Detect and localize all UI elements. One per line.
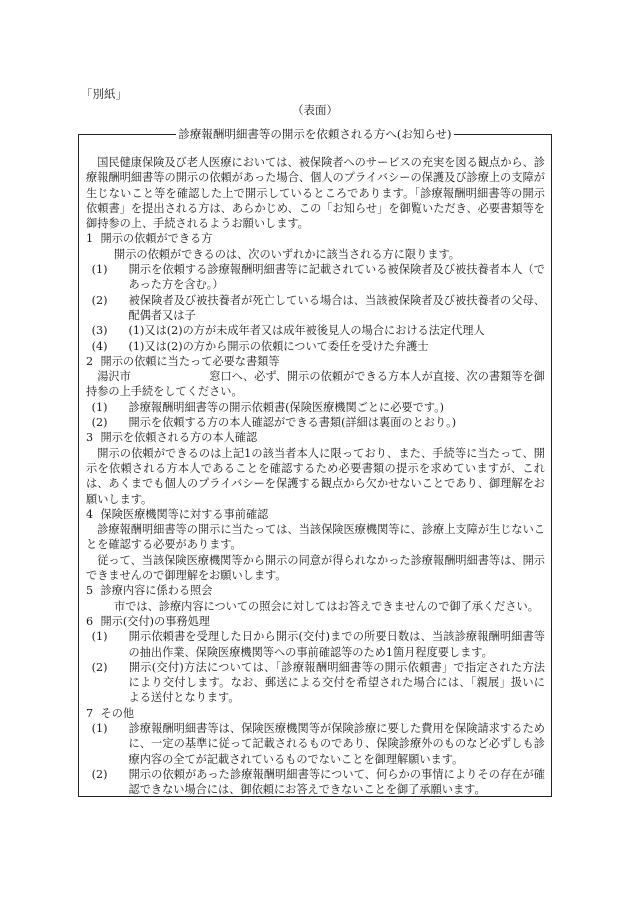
- list-item: (2) 開示を依頼する方の本人確認ができる書類(詳細は裏面のとおり。): [91, 416, 457, 430]
- list-item: (1) 開示依頼書を受理した日から開示(交付)までの所要日数は、当該診療報酬明細書等の抽出作業、保険医療機関等への事前確認等のため1箇月程度要します。: [91, 630, 545, 659]
- notice-title: 診療報酬明細書等の開示を依頼される方へ(お知らせ): [178, 127, 452, 141]
- section-text: 市では、診療内容についての照会に対してはお答えできませんので御了承ください。: [114, 599, 539, 613]
- section-heading: 5 診療内容に係わる照会: [86, 584, 213, 598]
- list-item: (2) 開示(交付)方法については、「診療報酬明細書等の開示依頼書」で指定された方法により交付します。なお、郵送による交付を希望された場合には、「親展」扱いによる送付となります。: [91, 660, 545, 705]
- section-lead: 開示の依頼ができるのは、次のいずれかに該当される方に限ります。: [114, 247, 460, 261]
- annex-label: 「別紙」: [81, 87, 127, 101]
- section-heading: 3 開示を依頼される方の本人確認: [86, 431, 258, 445]
- intro-paragraph: 国民健康保険及び老人医療においては、被保険者へのサービスの充実を図る観点から、診療報酬明細書等の開示の依頼があった場合、個人のプライバシーの保護及び診療上の支障が生じないこと等を確認した上で開示しているところであります。「診療報酬明細書等の開示依頼書」を提出される方は、あらかじめ、この「お知らせ」を御覧いただき、必要書類等を御持参の上、手続されるようお願いします。: [86, 156, 545, 231]
- list-item: (2) 開示の依頼があった診療報酬明細書等について、何らかの事情によりその存在が確認できない場合には、御依頼にお答えできないことを御了承願います。: [91, 767, 545, 797]
- section-heading: 6 開示(交付)の事務処理: [86, 614, 210, 628]
- section-heading: 2 開示の依頼に当たって必要な書類等: [86, 354, 280, 368]
- side-label: （表面）: [292, 103, 338, 117]
- section-text: 開示の依頼ができるのは上記1の該当者本人に限っており、また、手続等に当たって、開示を依頼される方本人であることを確認するため必要書類の提示を求めていますが、これは、あくまでも個人のプライバシーを保護する観点から欠かせないことであり、御理解をお願いします。: [86, 446, 545, 506]
- section-heading: 4 保険医療機関等に対する事前確認: [86, 507, 269, 521]
- list-item: (1) 診療報酬明細書等は、保険医療機関等が保険診療に要した費用を保険請求するために、一定の基準に従って記載されるものであり、保険診療外のものなど必ずしも診療内容の全てが記載されているものでないことを御理解願います。: [91, 721, 545, 766]
- notice-content: [86, 155, 545, 797]
- section-lead: 湯沢市 窓口へ、必ず、開示の依頼ができる方本人が直接、次の書類等を御持参の上手続をしてください。: [86, 370, 545, 399]
- section-heading: 7 その他: [86, 706, 135, 720]
- list-item: (4) (1)又は(2)の方から開示の依頼について委任を受けた弁護士: [91, 339, 429, 353]
- list-item: (3) (1)又は(2)の方が未成年者又は成年被後見人の場合における法定代理人: [91, 324, 485, 338]
- notice-box: [78, 127, 552, 797]
- list-item: (1) 開示を依頼する診療報酬明細書等に記載されている被保険者及び被扶養者本人（であった方を含む。）: [91, 263, 545, 292]
- section-text: 診療報酬明細書等の開示に当たっては、当該保険医療機関等に、診療上支障が生じないことを確認する必要があります。: [86, 523, 545, 552]
- list-item: (2) 被保険者及び被扶養者が死亡している場合は、当該被保険者及び被扶養者の父母、配偶者又は子: [91, 293, 545, 322]
- section-heading: 1 開示の依頼ができる方: [86, 232, 213, 246]
- list-item: (1) 診療報酬明細書等の開示依頼書(保険医療機関ごとに必要です。): [91, 400, 445, 414]
- section-text: 従って、当該保険医療機関等から開示の同意が得られなかった診療報酬明細書等は、開示できませんので御理解をお願いします。: [86, 553, 545, 583]
- city-name: 湯沢市: [97, 370, 131, 384]
